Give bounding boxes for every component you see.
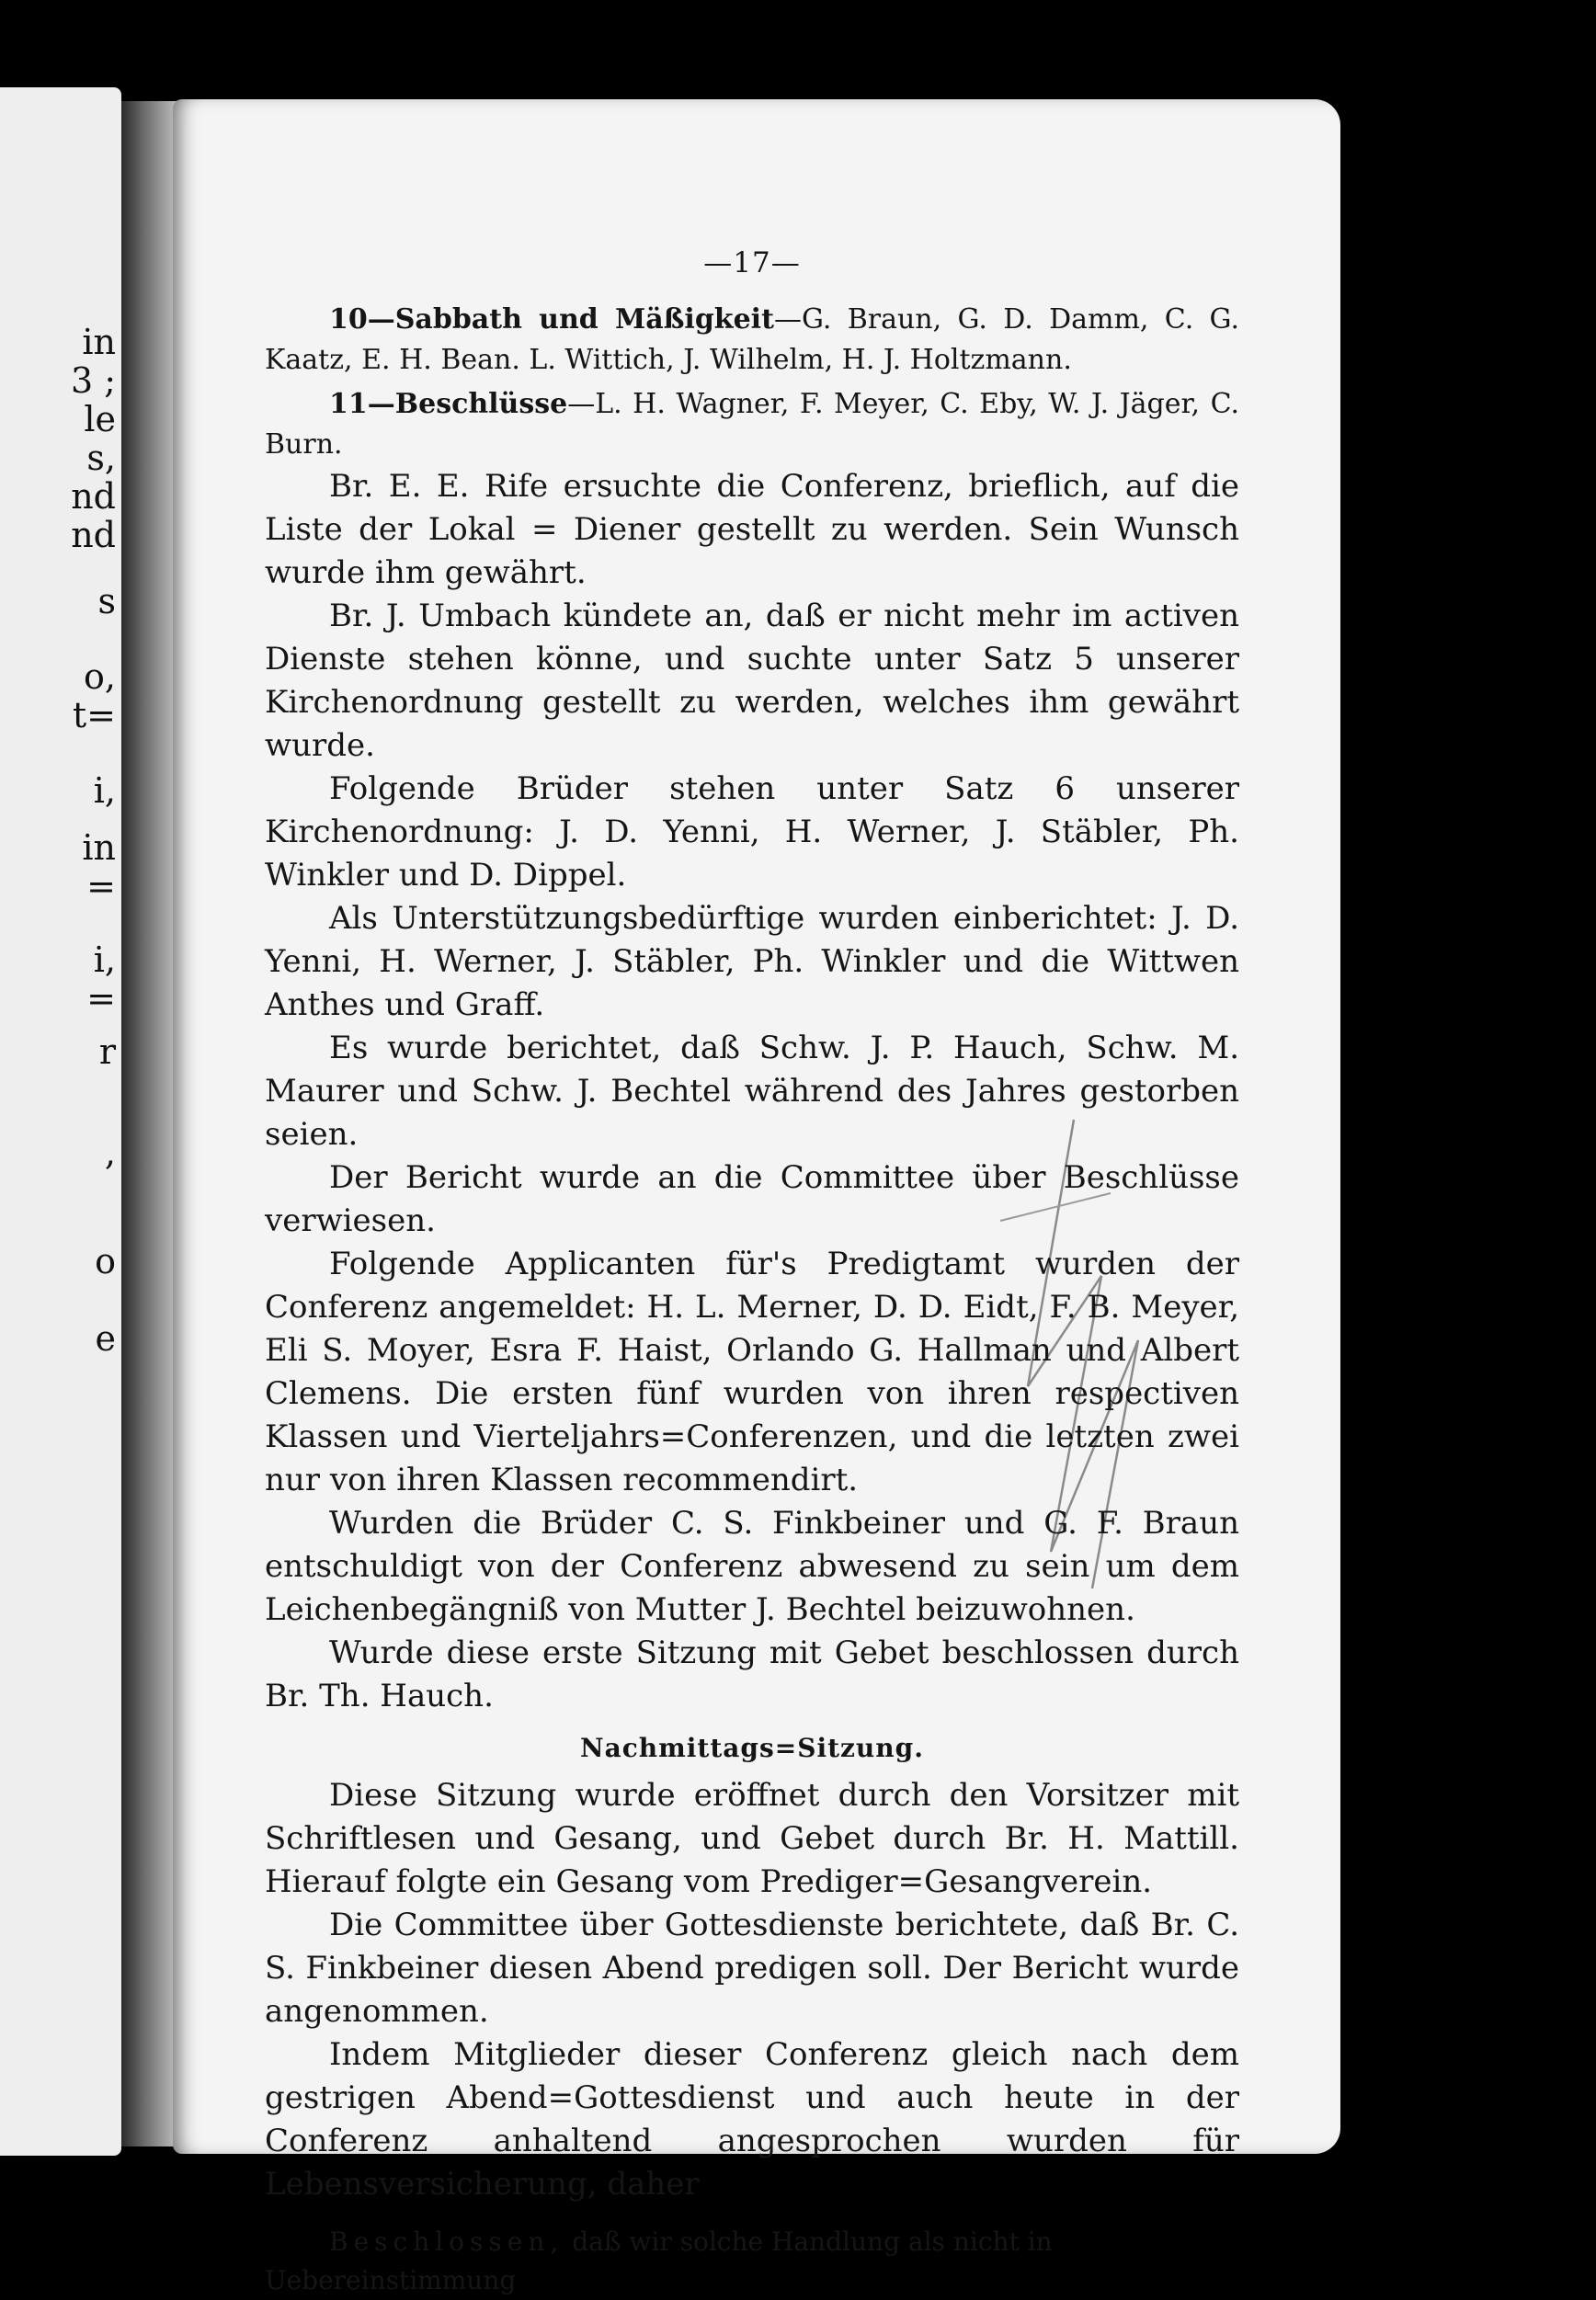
committee-name: 10—Sabbath und Mäßigkeit <box>329 303 774 336</box>
paragraph: Wurde diese erste Sitzung mit Gebet beschlossen durch Br. Th. Hauch. <box>265 1634 1239 1714</box>
paragraph: Als Unterstützungsbedürftige wurden einberichtet: J. D. Yenni, H. Werner, J. Stäbler, Ph. Winkler und die Wittwen Anthes und Graff. <box>265 900 1239 1023</box>
resolution <box>265 2223 1239 2300</box>
section-heading: Nachmittags=Sitzung. <box>580 1733 924 1763</box>
previous-page-fragment: nd <box>71 476 116 517</box>
previous-page-fragment: i, <box>93 939 116 980</box>
previous-page-fragment: nd <box>71 515 116 555</box>
committee-members: —G. Braun, G. D. Damm, C. G. Kaatz, E. H. Bean. L. Wittich, J. Wilhelm, H. J. Holtzmann. <box>265 303 1239 376</box>
paragraph: Diese Sitzung wurde eröffnet durch den Vorsitzer mit Schriftlesen und Gesang, und Gebet durch Br. H. Mattill. Hierauf folgte ein Gesang vom Prediger=Gesangverein. <box>265 1777 1239 1900</box>
book-page <box>173 99 1340 2295</box>
previous-page-fragment: e <box>95 1318 116 1359</box>
previous-page-fragment: s, <box>86 438 116 478</box>
paragraph: Der Bericht wurde an die Committee über Beschlüsse verwiesen. <box>265 1159 1239 1239</box>
previous-page-fragment: = <box>86 978 116 1019</box>
paragraph: Folgende Applicanten für's Predigtamt wurden der Conferenz angemeldet: H. L. Merner, D. D. Eidt, F. B. Meyer, Eli S. Moyer, Esra F. Haist, Orlando G. Hallman und Albert Clemens. Die ersten fünf wurden von ihren respectiven Klassen und Vierteljahrs=Conferenzen, und die letzten zwei nur von ihren Klassen recommendirt. <box>265 1246 1239 1498</box>
previous-page-fragment: 3 ; <box>70 360 116 401</box>
paragraph: Folgende Brüder stehen unter Satz 6 unserer Kirchenordnung: J. D. Yenni, H. Werner, J. Stäbler, Ph. Winkler und D. Dippel. <box>265 770 1239 894</box>
page-number: —17— <box>703 246 801 279</box>
resolution-lead: Beschlossen, <box>329 2226 564 2257</box>
committee-name: 11—Beschlüsse <box>329 388 568 420</box>
book-gutter <box>121 101 177 2146</box>
previous-page-fragment: in <box>82 322 116 362</box>
previous-page <box>0 87 121 2156</box>
committee-entry <box>265 300 1239 381</box>
committee-entry <box>265 384 1239 465</box>
previous-page-fragment: , <box>104 1133 116 1173</box>
paragraph: Es wurde berichtet, daß Schw. J. P. Hauch, Schw. M. Maurer und Schw. J. Bechtel während des Jahres gestorben seien. <box>265 1030 1239 1153</box>
paragraph: Br. E. E. Rife ersuchte die Conferenz, brieflich, auf die Liste der Lokal = Diener gestellt zu werden. Sein Wunsch wurde ihm gewährt. <box>265 468 1239 591</box>
previous-page-fragment: i, <box>93 770 116 811</box>
previous-page-fragment: o, <box>84 656 116 697</box>
previous-page-fragment: r <box>98 1031 116 1072</box>
paragraph: Br. J. Umbach kündete an, daß er nicht mehr im activen Dienste stehen könne, und suchte unter Satz 5 unserer Kirchenordnung gestellt zu werden, welches ihm gewährt wurde. <box>265 598 1239 764</box>
paragraph: Indem Mitglieder dieser Conferenz gleich nach dem gestrigen Abend=Gottesdienst und auch heute in der Conferenz anhaltend angesprochen wurden für Lebensversicherung, daher <box>265 2036 1239 2203</box>
previous-page-fragment: s <box>97 581 116 621</box>
previous-page-fragment: in <box>82 827 116 868</box>
committee-members: —L. H. Wagner, F. Meyer, C. Eby, W. J. Jäger, C. Burn. <box>265 388 1239 461</box>
resolution-text: daß wir solche Handlung als nicht in Uebereinstimmung <box>265 2226 1053 2295</box>
previous-page-fragment: le <box>84 399 116 439</box>
previous-page-fragment: = <box>86 866 116 906</box>
page-content <box>265 246 1239 2300</box>
previous-page-fragment: t= <box>72 695 116 735</box>
paragraph: Wurden die Brüder C. S. Finkbeiner und G. F. Braun entschuldigt von der Conferenz abwesend zu sein um dem Leichenbegängniß von Mutter J. Bechtel beizuwohnen. <box>265 1505 1239 1628</box>
paragraph: Die Committee über Gottesdienste berichtete, daß Br. C. S. Finkbeiner diesen Abend predigen soll. Der Bericht wurde angenommen. <box>265 1907 1239 2030</box>
previous-page-fragment: o <box>95 1241 116 1281</box>
